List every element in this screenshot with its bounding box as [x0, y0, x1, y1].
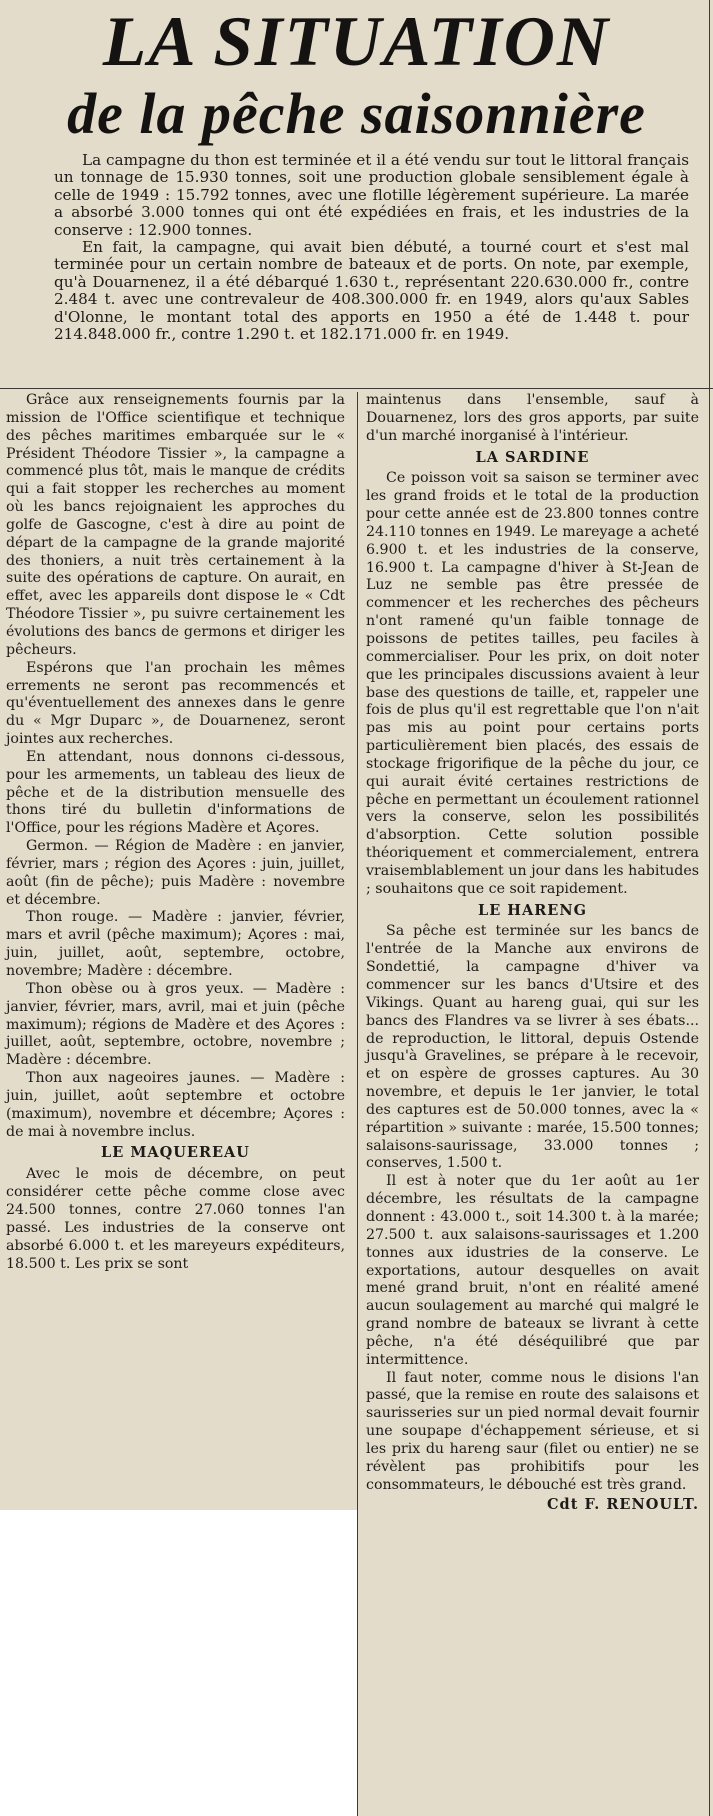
paper-background-lower-right: [357, 1510, 713, 1816]
article-paragraph: Il est à noter que du 1er août au 1er décembre, les résultats de la campagne donnent : 43.000 t., soit 14.300 t. à la marée; 27.500 t. aux salaisons-saurissages et 1.200 tonnes aux idustries de la conserve. Le exportations, autour desquelles on avait mené grand bruit, n'ont en réalité amené aucun soulagement au marché qui malgré le grand nombre de bateaux se livrant à cette pêche, n'a été déséquilibré que par intermittence.: [366, 1173, 699, 1368]
column-left: [6, 392, 345, 1273]
author-signature: Cdt F. RENOULT.: [547, 1496, 699, 1514]
article-paragraph: Thon aux nageoires jaunes. — Madère : juin, juillet, août septembre et octobre (maximum), novembre et décembre; Açores : de mai à novembre inclus.: [6, 1070, 345, 1140]
section-heading-maquereau: LE MAQUEREAU: [101, 1144, 250, 1162]
headline-line-1: LA SITUATION: [102, 3, 611, 81]
intro-block: [54, 152, 689, 343]
headline-line-2: de la pêche saisonnière: [67, 81, 646, 146]
article-paragraph: Espérons que l'an prochain les mêmes errements ne seront pas recommencés et qu'éventuellement des annexes dans le genre du « Mgr Duparc », de Douarnenez, seront jointes aux recherches.: [6, 659, 345, 748]
section-heading-hareng: LE HARENG: [478, 901, 587, 919]
column-right: [366, 392, 699, 1514]
article-paragraph: En attendant, nous donnons ci-dessous, pour les armements, un tableau des lieux de pêche et de la distribution mensuelle des thons tiré du bulletin d'informations de l'Office, pour les régions Madère et Açores.: [6, 748, 345, 837]
horizontal-rule: [0, 388, 713, 389]
article-paragraph: Thon rouge. — Madère : janvier, février, mars et avril (pêche maximum); Açores : mai, juin, juillet, août, septembre, octobre, novembre; Madère : décembre.: [6, 909, 345, 979]
intro-paragraph: La campagne du thon est terminée et il a été vendu sur tout le littoral français un tonnage de 15.930 tonnes, soit une production globale sensiblement égale à celle de 1949 : 15.792 tonnes, avec une flotille légèrement supérieure. La marée a absorbé 3.000 tonnes qui ont été expédiées en frais, et les industries de la conserve : 12.900 tonnes.: [54, 151, 689, 239]
right-border: [709, 0, 710, 1816]
article-paragraph: Thon obèse ou à gros yeux. — Madère : janvier, février, mars, avril, mai et juin (pêche maximum); régions de Madère et des Açores : juillet, août, septembre, octobre, novembre ; Madère : décembre.: [6, 980, 345, 1069]
article-paragraph: Avec le mois de décembre, on peut considérer cette pêche comme close avec 24.500 tonnes, contre 27.060 tonnes l'an passé. Les industries de la conserve ont absorbé 6.000 t. et les mareyeurs expéditeurs, 18.500 t. Les prix se sont: [6, 1166, 345, 1272]
intro-paragraph: En fait, la campagne, qui avait bien débuté, a tourné court et s'est mal terminée pour un certain nombre de bateaux et de ports. On note, par exemple, qu'à Douarnenez, il a été débarqué 1.630 t., représentant 220.630.000 fr., contre 2.484 t. avec une contrevaleur de 408.300.000 fr. en 1949, alors qu'aux Sables d'Olonne, le montant total des apports en 1950 a été de 1.448 t. pour 214.848.000 fr., contre 1.290 t. et 182.171.000 fr. en 1949.: [54, 238, 689, 344]
article-paragraph: Il faut noter, comme nous le disions l'an passé, que la remise en route des salaisons et saurisseries sur un pied normal devait fournir une soupape d'échappement sérieuse, et si les prix du hareng saur (filet ou entier) ne se révèlent pas prohibitifs pour les consommateurs, le débouché est très grand.: [366, 1369, 699, 1493]
article-paragraph: Grâce aux renseignements fournis par la mission de l'Office scientifique et technique des pêches maritimes embarquée sur le « Président Théodore Tissier », la campagne a commencé plus tôt, mais le manque de crédits qui a fait stopper les recherches au moment où les bancs rejoignaient les approches du golfe de Gascogne, c'est à dire au point de départ de la campagne de la grande majorité des thoniers, a nuit très certainement à la suite des opérations de capture. On aurait, en effet, avec les appareils dont dispose le « Cdt Théodore Tissier », pu suivre certainement les évolutions des bancs de germons et diriger les pêcheurs.: [6, 392, 345, 658]
article-paragraph: Ce poisson voit sa saison se terminer avec les grand froids et le total de la production pour cette année est de 23.800 tonnes contre 24.110 tonnes en 1949. Le mareyage a acheté 6.900 t. et les industries de la conserve, 16.900 t. La campagne d'hiver à St-Jean de Luz ne semble pas être pressée de commencer et les recherches des pêcheurs n'ont ramené qu'un faible tonnage de poissons de petites tailles, peu faciles à commercialiser. Pour les prix, on doit noter que les principales discussions avaient à leur base des questions de taille, et, rappeler une fois de plus qu'il est regrettable que l'on n'ait pas mis au point pour certains ports particulièrement bien placés, des essais de stockage frigorifique de la pêche du jour, ce qui aurait évité certaines restrictions de pêche en permettant un écoulement rationnel vers la conserve, selon les possibilités d'absorption. Cette solution possible théoriquement et commercialement, entrera vraisemblablement un jour dans les habitudes ; souhaitons que ce soit rapidement.: [366, 470, 699, 897]
article-paragraph-continued: maintenus dans l'ensemble, sauf à Douarnenez, lors des gros apports, par suite d'un marché inorganisé à l'intérieur.: [366, 392, 699, 444]
column-divider: [357, 392, 358, 1816]
article-paragraph: Sa pêche est terminée sur les bancs de l'entrée de la Manche aux environs de Sondettié, la campagne d'hiver va commencer sur les bancs d'Utsire et des Vikings. Quant au hareng guai, qui sur les bancs des Flandres va se livrer à ses ébats... de reproduction, le littoral, depuis Ostende jusqu'à Gravelines, se prépare à le recevoir, et on espère de grosses captures. Au 30 novembre, et depuis le 1er janvier, le total des captures est de 50.000 tonnes, avec la « répartition » suivante : marée, 15.500 tonnes; salaisons-saurissage, 33.000 tonnes ; conserves, 1.500 t.: [366, 923, 699, 1172]
section-heading-sardine: LA SARDINE: [475, 448, 590, 466]
article-paragraph: Germon. — Région de Madère : en janvier, février, mars ; région des Açores : juin, juillet, août (fin de pêche); puis Madère : novembre et décembre.: [6, 838, 345, 908]
